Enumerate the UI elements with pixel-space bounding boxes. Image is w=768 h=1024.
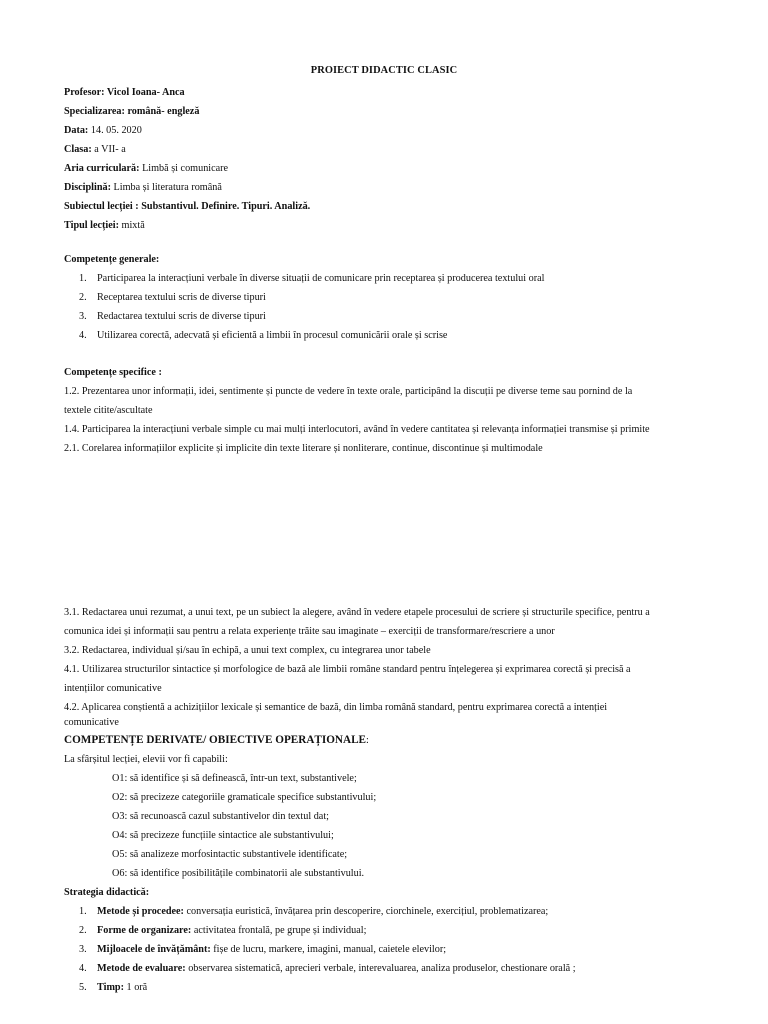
derivate-heading: COMPETENȚE DERIVATE/ OBIECTIVE OPERAȚIONALE	[64, 734, 367, 746]
disciplina-value: Limba și literatura română	[110, 182, 222, 193]
lesson-header	[64, 83, 724, 235]
subiectul-value: Substantivul. Definire. Tipuri. Analiză.	[138, 201, 311, 212]
competente-specifice-section	[64, 363, 724, 458]
specific-item-1-2-line2: textele citite/ascultate	[64, 405, 153, 416]
data-value: 14. 05. 2020	[88, 125, 142, 136]
list-item: 4. Utilizarea corectă, adecvată și eficientă a limbii în procesul comunicării orale și scrise	[79, 330, 448, 341]
objective-item: O4: să precizeze funcțiile sintactice ale substantivului;	[112, 830, 334, 841]
clasa-row	[64, 140, 724, 159]
subiectul-label: Subiectul lecției :	[64, 201, 139, 212]
list-item: 1. Metode și procedee: conversația euristică, învățarea prin descoperire, ciorchinele, exercițiul, problematizarea;	[79, 906, 549, 917]
disciplina-label: Disciplină:	[64, 182, 111, 193]
competente-generale-section	[64, 250, 724, 345]
profesor-label: Profesor:	[64, 87, 105, 98]
objective-item: O3: să recunoască cazul substantivelor din textul dat;	[112, 811, 329, 822]
strategia-list	[64, 902, 724, 997]
derivate-heading-colon: :	[366, 735, 369, 746]
specific-item-4-2-line1: 4.2. Aplicarea conștientă a achizițiilor lexicale și semantice de bază, din limba română standard, pentru exprimarea corectă a intenției	[64, 702, 608, 713]
data-row	[64, 121, 724, 140]
disciplina-row	[64, 178, 724, 197]
tipul-value: mixtă	[119, 220, 145, 231]
list-item: 3. Mijloacele de învățământ: fișe de lucru, markere, imagini, manual, caietele elevilor;	[79, 944, 447, 955]
specific-item-4-1-line2: intențiilor comunicative	[64, 683, 162, 694]
specific-item-1-4: 1.4. Participarea la interacțiuni verbale simple cu mai mulți interlocutori, având în vedere cantitatea și relevanța informației transmise și primite	[64, 424, 650, 435]
specific-item-1-2-line1: 1.2. Prezentarea unor informații, idei, sentimente și puncte de vedere în texte orale, participând la discuții pe diverse teme sau pornind de la	[64, 386, 633, 397]
profesor-row	[64, 83, 724, 102]
derivate-heading-row	[64, 731, 724, 750]
specific-item-3-2: 3.2. Redactarea, individual și/sau în echipă, a unui text complex, cu integrarea unor tabele	[64, 645, 431, 656]
list-item: 2. Forme de organizare: activitatea frontală, pe grupe și individual;	[79, 925, 367, 936]
clasa-value: a VII- a	[91, 144, 126, 155]
strategia-heading: Strategia didactică:	[64, 887, 150, 898]
aria-row	[64, 159, 724, 178]
list-item: 4. Metode de evaluare: observarea sistematică, aprecieri verbale, interevaluarea, analiza produselor, chestionare orală ;	[79, 963, 576, 974]
specializarea-value: română- engleză	[124, 106, 200, 117]
tipul-label: Tipul lecției:	[64, 220, 119, 231]
specific-item-2-1: 2.1. Corelarea informațiilor explicite și implicite din texte literare și nonliterare, continue, discontinue și multimodale	[64, 443, 543, 454]
specific-item-4-1-line1: 4.1. Utilizarea structurilor sintactice și morfologice de bază ale limbii române standard pentru înțelegerea și exprimarea corectă și precisă a	[64, 664, 631, 675]
clasa-label: Clasa:	[64, 144, 92, 155]
aria-label: Aria curriculară:	[64, 163, 140, 174]
specific-item-3-1-line1: 3.1. Redactarea unui rezumat, a unui text, pe un subiect la alegere, având în vedere etapele procesului de scriere și structurile specifice, pentru a	[64, 607, 650, 618]
derivate-intro: La sfârșitul lecției, elevii vor fi capabili:	[64, 754, 228, 765]
aria-value: Limbă și comunicare	[139, 163, 229, 174]
list-item: 5. Timp: 1 oră	[79, 982, 148, 993]
specific-item-4-2-line2: comunicative	[64, 717, 119, 728]
list-item: 1. Participarea la interacțiuni verbale în diverse situații de comunicare prin receptarea și producerea textului oral	[79, 273, 545, 284]
specific-item-3-1-line2: comunica idei și informații sau pentru a relata experiențe trăite sau imaginate – exerciții de transformare/rescriere a unor	[64, 626, 555, 637]
specializarea-row	[64, 102, 724, 121]
tipul-row	[64, 216, 724, 235]
objective-item: O5: să analizeze morfosintactic substantivele identificate;	[112, 849, 348, 860]
subiectul-row	[64, 197, 724, 216]
data-label: Data:	[64, 125, 89, 136]
list-item: 3. Redactarea textului scris de diverse tipuri	[79, 311, 266, 322]
specializarea-label: Specializarea:	[64, 106, 125, 117]
competente-specifice-heading: Competențe specifice :	[64, 367, 162, 378]
list-item: 2. Receptarea textului scris de diverse tipuri	[79, 292, 266, 303]
competente-specifice-continued	[64, 603, 724, 997]
competente-generale-list	[64, 269, 724, 345]
objective-item: O1: să identifice și să definească, într-un text, substantivele;	[112, 773, 357, 784]
document-title: PROIECT DIDACTIC CLASIC	[310, 65, 458, 76]
objective-item: O2: să precizeze categoriile gramaticale specifice substantivului;	[112, 792, 377, 803]
competente-generale-heading: Competențe generale:	[64, 254, 160, 265]
objective-item: O6: să identifice posibilitățile combinatorii ale substantivului.	[112, 868, 365, 879]
profesor-value: Vicol Ioana- Anca	[104, 87, 185, 98]
